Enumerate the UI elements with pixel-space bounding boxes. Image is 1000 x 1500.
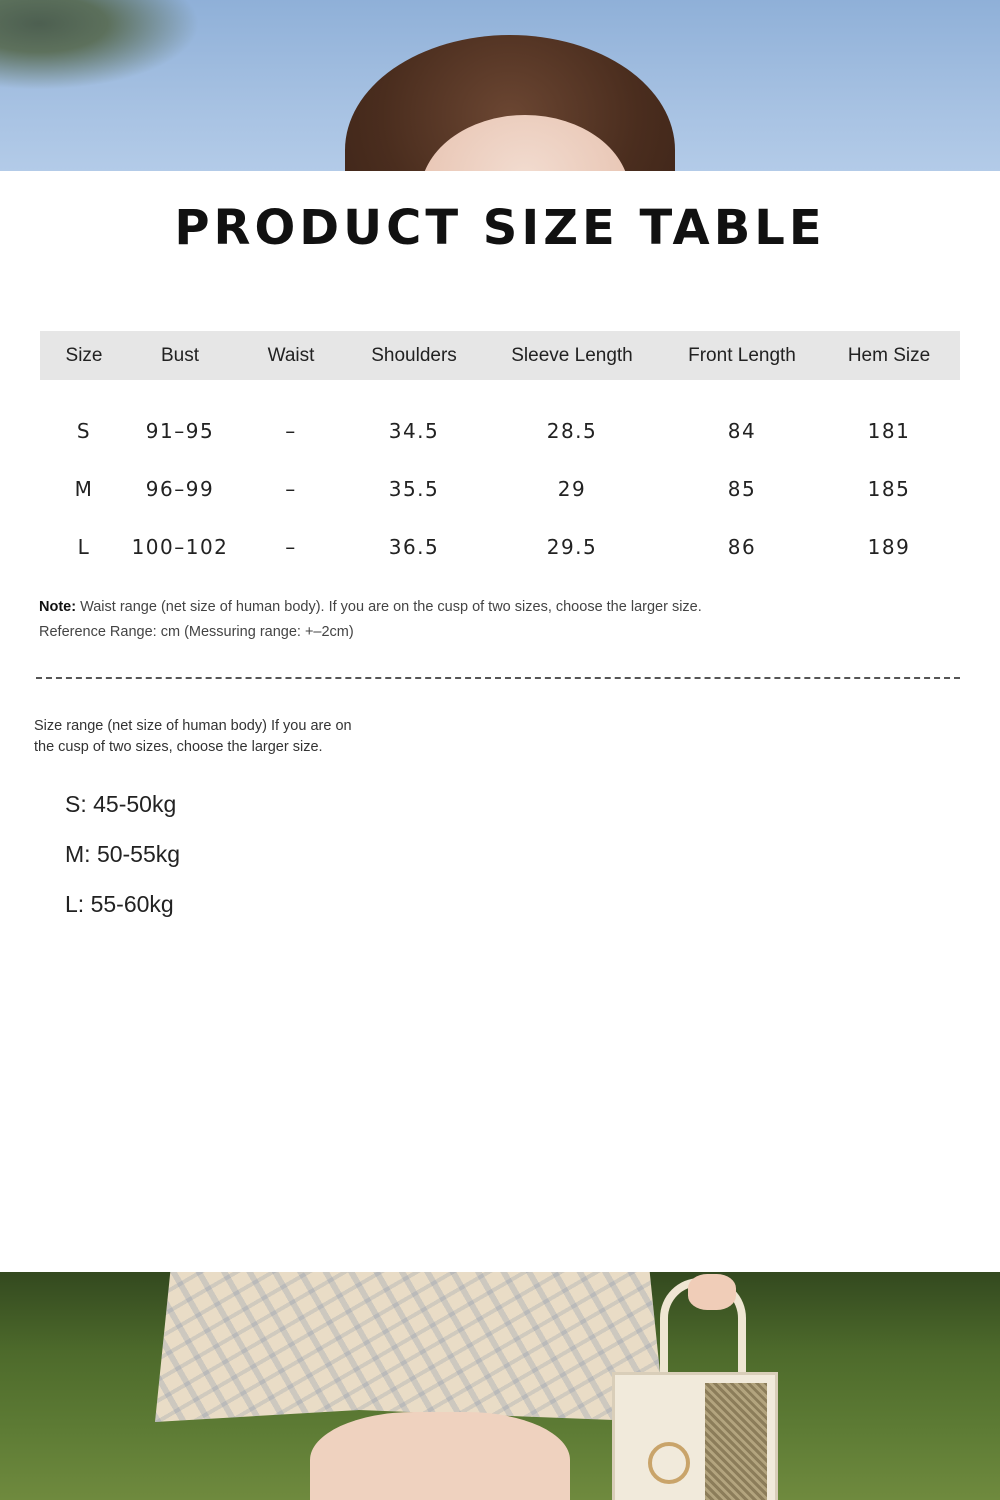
cell-shoulders: 34.5	[388, 419, 440, 443]
dashed-divider	[36, 677, 960, 679]
cell-bust: 96–99	[145, 477, 215, 501]
page-title: PRODUCT SIZE TABLE	[174, 200, 826, 256]
note-label: Note:	[39, 599, 77, 615]
cell-bust: 91–95	[145, 419, 215, 443]
table-header-row	[40, 331, 960, 380]
note-text: Waist range (net size of human body). If you are on the cusp of two sizes, choose the larger size.	[76, 599, 702, 615]
bag-weave-panel	[705, 1383, 767, 1500]
cell-waist: –	[285, 535, 297, 559]
cell-front-length: 84	[727, 419, 757, 443]
cell-sleeve-length: 29.5	[546, 535, 598, 559]
bag-ring	[648, 1442, 690, 1484]
model-hand	[688, 1274, 736, 1310]
cell-front-length: 86	[727, 535, 757, 559]
model-legs	[310, 1412, 570, 1500]
cell-waist: –	[285, 477, 297, 501]
table-spacer	[40, 380, 960, 402]
cell-size: M	[74, 477, 94, 501]
size-note	[39, 595, 702, 645]
weight-l: L: 55-60kg	[65, 891, 174, 917]
cell-size: S	[76, 419, 92, 443]
header-sleeve-length: Sleeve Length	[478, 331, 666, 380]
header-waist: Waist	[232, 331, 350, 380]
handbag	[612, 1372, 778, 1500]
header-front-length: Front Length	[666, 331, 818, 380]
cell-waist: –	[285, 419, 297, 443]
tree-leaves	[0, 0, 200, 90]
header-size: Size	[40, 331, 128, 380]
cell-hem-size: 185	[867, 477, 911, 501]
header-hem-size: Hem Size	[818, 331, 960, 380]
table-row	[40, 460, 960, 518]
cell-size: L	[77, 535, 91, 559]
weight-m: M: 50-55kg	[65, 841, 181, 867]
weight-s: S: 45-50kg	[65, 791, 177, 817]
cell-hem-size: 189	[867, 535, 911, 559]
top-model-photo	[0, 0, 1000, 171]
cell-shoulders: 36.5	[388, 535, 440, 559]
cell-shoulders: 35.5	[388, 477, 440, 501]
note-reference: Reference Range: cm (Messuring range: +–2cm)	[39, 624, 354, 640]
table-row	[40, 518, 960, 576]
cell-sleeve-length: 29	[557, 477, 587, 501]
table-row	[40, 402, 960, 460]
size-range-text: Size range (net size of human body) If you are on the cusp of two sizes, choose the larger size.	[34, 718, 352, 755]
note-line	[39, 595, 702, 620]
header-bust: Bust	[128, 331, 232, 380]
cell-front-length: 85	[727, 477, 757, 501]
cell-sleeve-length: 28.5	[546, 419, 598, 443]
header-shoulders: Shoulders	[350, 331, 478, 380]
bottom-model-photo	[0, 1272, 1000, 1500]
weight-list	[65, 787, 180, 937]
floral-skirt	[155, 1272, 665, 1422]
cell-bust: 100–102	[131, 535, 229, 559]
size-table	[40, 331, 960, 576]
cell-hem-size: 181	[867, 419, 911, 443]
